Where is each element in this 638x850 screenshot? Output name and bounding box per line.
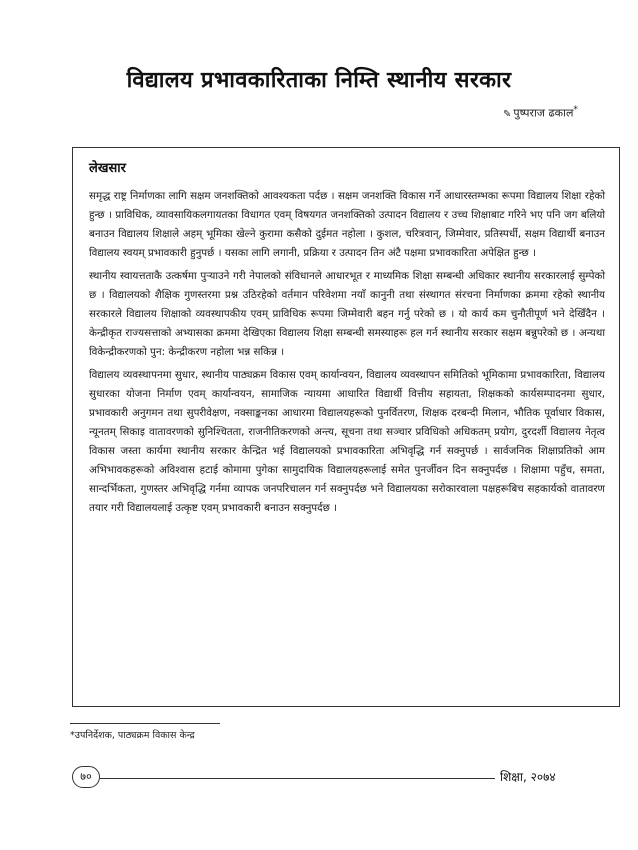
footnote-divider	[70, 723, 220, 724]
footnote: *उपनिर्देशक, पाठ्यक्रम विकास केन्द्र	[70, 730, 195, 741]
abstract-paragraph-2: स्थानीय स्वायत्तताकै उत्कर्षमा पुऱ्याउने गरी नेपालको संविधानले आधारभूत र माध्यमिक शिक्षा सम्बन्धी अधिकार स्थानीय सरकारलाई सुम्पेको छ । विद्यालयको शैक्षिक गुणस्तरमा प्रश्न उठिरहेको वर्तमान परिवेशमा नयाँ कानुनी तथा संस्थागत संरचना निर्माणका क्रममा रहेको स्थानीय सरकारले विद्यालय शिक्षाको व्यवस्थापकीय एवम् प्राविधिक रूपमा जिम्मेवारी बहन गर्नु परेको छ । यो कार्य कम चुनौतीपूर्ण भने देखिँदैन । केन्द्रीकृत राज्यसत्ताको अभ्यासका क्रममा देखिएका विद्यालय शिक्षा सम्बन्धी समस्याहरू हल गर्न स्थानीय सरकार सक्षम बन्नुपरेको छ । अन्यथा विकेन्द्रीकरणको पुन: केन्द्रीकरण नहोला भन्न सकिन्न ।	[89, 270, 605, 358]
pen-icon: ✎	[503, 108, 512, 120]
abstract-heading: लेखसार	[89, 161, 126, 176]
abstract-paragraph-3: विद्यालय व्यवस्थापनमा सुधार, स्थानीय पाठ्यक्रम विकास एवम् कार्यान्वयन, विद्यालय व्यवस्थापन समितिको भूमिकामा प्रभावकारिता, विद्यालय सुधारका योजना निर्माण एवम् कार्यान्वयन, सामाजिक न्यायमा आधारित विद्यार्थी वित्तीय सहायता, शिक्षककाे कार्यसम्पादनमा सुधार, प्रभावकारी अनुगमन तथा सुपरीवेक्षण, नक्साङ्कनका आधारमा विद्यालयहरूको पुनर्वितरण, शिक्षक दरबन्दी मिलान, भौतिक पूर्वाधार विकास, न्यूनतम् सिकाइ वातावरणको सुनिश्चितता, राजनीतिकरणको अन्त्य, सूचना तथा सञ्चार प्रविधिको अधिकतम् प्रयोग, दुरदर्शी विद्यालय नेतृत्व विकास जस्ता कार्यमा स्थानीय सरकार केन्द्रित भई विद्यालयको प्रभावकारिता अभिवृद्धि गर्न सक्नुपर्छ । सार्वजनिक शिक्षाप्रतिको आम अभिभावकहरूको अविश्वास हटाई कोमामा पुगेका सामुदायिक विद्यालयहरूलाई समेत पुनर्जीवन दिन सक्नुपर्दछ । शिक्षामा पहुँच, समता, सान्दर्भिकता, गुणस्तर अभिवृद्धि गर्नमा व्यापक जनपरिचालन गर्न सक्नुपर्दछ भने विद्यालयका सरोकारवाला पक्षहरूबिच सहकार्यको वातावरण तयार गरी विद्यालयलाई उत्कृष्ट एवम् प्रभावकारी बनाउन सक्नुपर्दछ ।	[89, 369, 605, 514]
abstract-box	[72, 147, 620, 707]
article-title: विद्यालय प्रभावकारिताका निम्ति स्थानीय सरकार	[126, 68, 512, 93]
page-number: ७०	[72, 766, 100, 788]
journal-name: शिक्षा, २०७४	[500, 770, 556, 784]
author-name: पुष्पराज ढकाल	[513, 106, 574, 120]
author-footnote-ref: *	[573, 104, 578, 115]
footer-rule	[100, 778, 495, 779]
abstract-paragraph-1: समृद्ध राष्ट्र निर्माणका लागि सक्षम जनशक्तिको आवश्यकता पर्दछ । सक्षम जनशक्ति विकास गर्ने आधारस्तम्भका रूपमा विद्यालय शिक्षा रहेको हुन्छ । प्राविधिक, व्यावसायिकलगायतका विधागत एवम् विषयगत जनशक्तिको उत्पादन विद्यालय र उच्च शिक्षाबाट गरिने भए पनि जग बलियो बनाउन विद्यालय शिक्षाले अहम् भूमिका खेल्ने कुरामा कसैको दुईमत नहोला । कुशल, चरित्रवान्, जिम्मेवार, प्रतिस्पर्धी, सक्षम विद्यार्थी बनाउन विद्यालय स्वयम् प्रभावकारी हुनुपर्छ । यसका लागि लगानी, प्रक्रिया र उत्पादन तिन अंटै पक्षमा प्रभावकारिता अपेक्षित हुन्छ ।	[89, 190, 605, 259]
author-line	[503, 104, 578, 121]
